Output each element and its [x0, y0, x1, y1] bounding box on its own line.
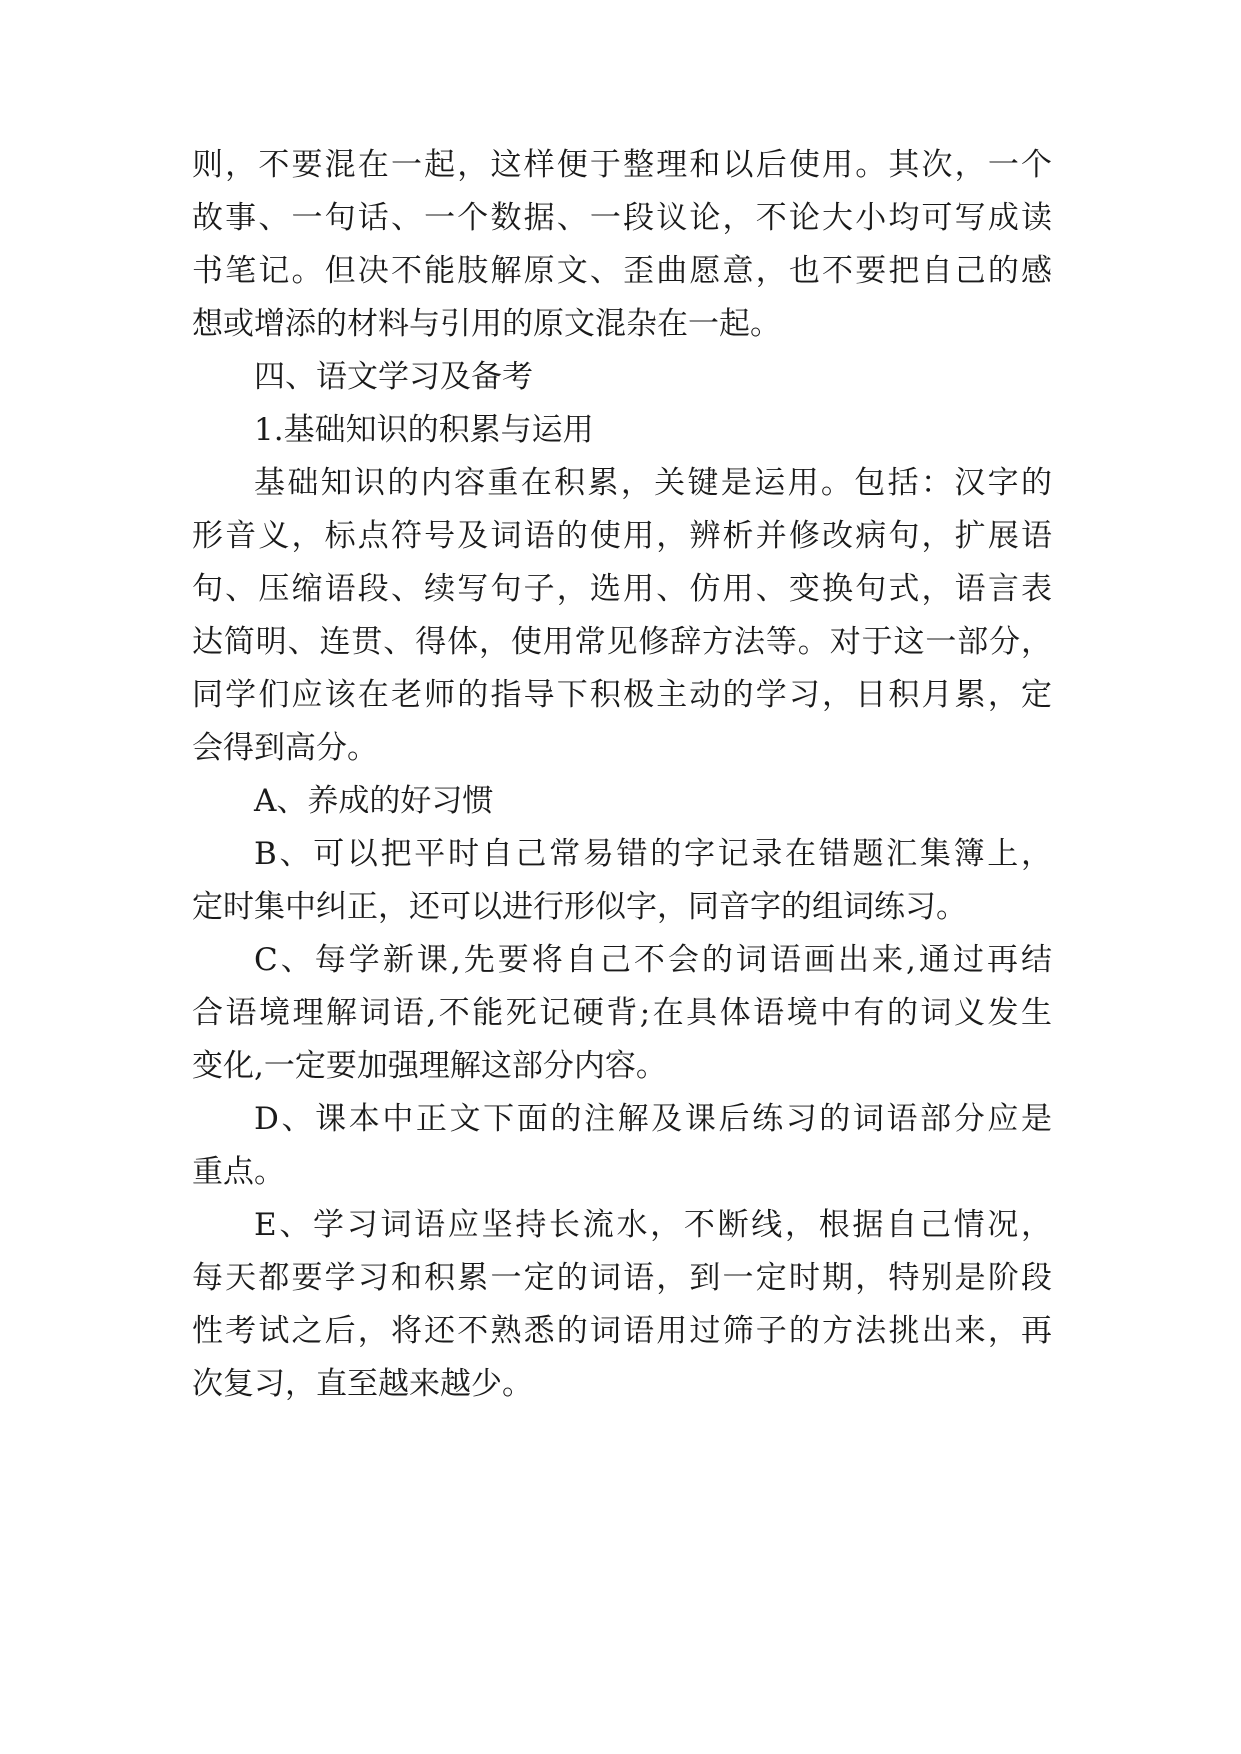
subsection-heading: 1.基础知识的积累与运用	[254, 412, 594, 448]
text-line: 形音义，标点符号及词语的使用，辨析并修改病句，扩展语	[192, 518, 1052, 554]
text-line: 想或增添的材料与引用的原文混杂在一起。	[192, 306, 781, 342]
text-line: 每天都要学习和积累一定的词语，到一定时期，特别是阶段	[192, 1260, 1052, 1296]
text-line: 句、压缩语段、续写句子，选用、仿用、变换句式，语言表	[192, 571, 1052, 607]
text-line: 变化,一定要加强理解这部分内容。	[192, 1048, 667, 1084]
text-line: 书笔记。但决不能肢解原文、歪曲愿意，也不要把自己的感	[192, 253, 1052, 289]
text-line: 同学们应该在老师的指导下积极主动的学习，日积月累，定	[192, 677, 1052, 713]
list-item-e: E、学习词语应坚持长流水，不断线，根据自己情况，	[254, 1207, 1052, 1243]
list-item-a: A、养成的好习惯	[254, 783, 494, 819]
text-line: 定时集中纠正，还可以进行形似字，同音字的组词练习。	[192, 889, 967, 925]
text-line: 性考试之后，将还不熟悉的词语用过筛子的方法挑出来，再	[192, 1313, 1052, 1349]
text-line: 重点。	[192, 1154, 285, 1190]
text-line: 则，不要混在一起，这样便于整理和以后使用。其次，一个	[192, 147, 1052, 183]
section-heading: 四、语文学习及备考	[254, 359, 533, 395]
text-line: 故事、一句话、一个数据、一段议论，不论大小均可写成读	[192, 200, 1052, 236]
text-line: 基础知识的内容重在积累，关键是运用。包括：汉字的	[254, 465, 1052, 501]
text-line: 合语境理解词语,不能死记硬背;在具体语境中有的词义发生	[192, 995, 1052, 1031]
list-item-c: C、每学新课,先要将自己不会的词语画出来,通过再结	[254, 942, 1052, 978]
list-item-d: D、课本中正文下面的注解及课后练习的词语部分应是	[254, 1101, 1052, 1137]
text-line: 次复习，直至越来越少。	[192, 1366, 533, 1402]
text-line: 会得到高分。	[192, 730, 378, 766]
text-line: 达简明、连贯、得体，使用常见修辞方法等。对于这一部分，	[192, 624, 1052, 660]
list-item-b: B、可以把平时自己常易错的字记录在错题汇集簿上，	[254, 836, 1052, 872]
